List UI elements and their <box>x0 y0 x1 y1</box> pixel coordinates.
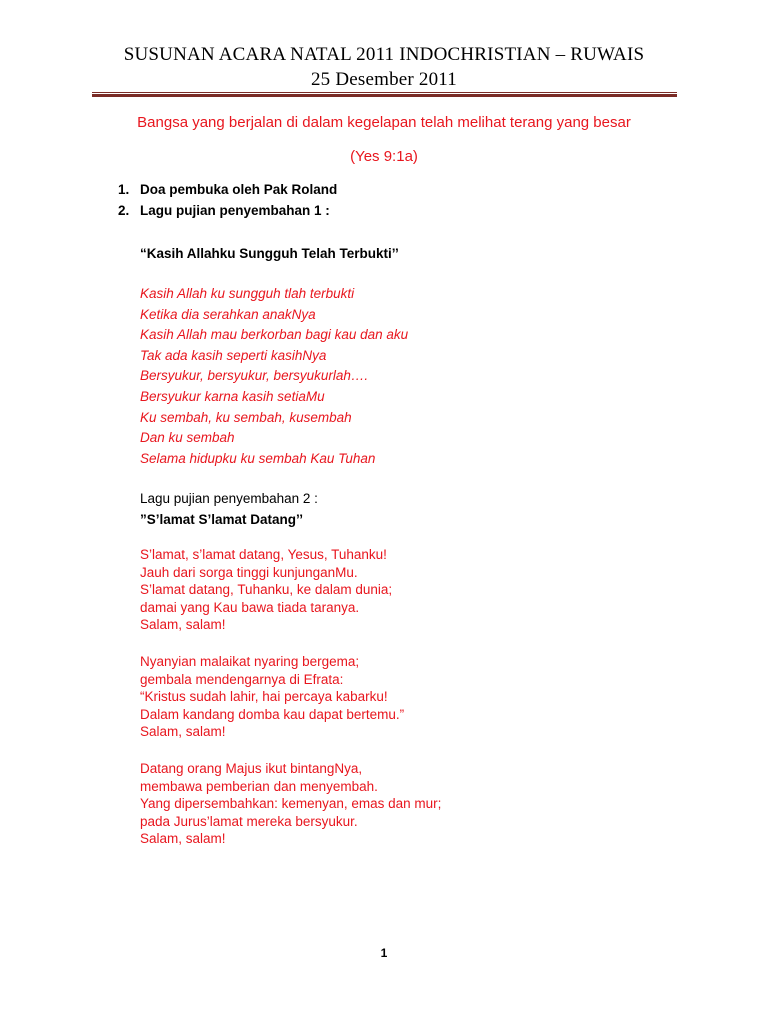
bible-verse: Bangsa yang berjalan di dalam kegelapan telah melihat terang yang besar <box>137 114 631 131</box>
lyric-line: pada Jurus’lamat mereka bersyukur. <box>140 813 358 829</box>
song2-stanza <box>140 653 404 741</box>
lyric-line: Jauh dari sorga tinggi kunjunganMu. <box>140 564 358 580</box>
header-rule-thin <box>92 92 677 93</box>
lyric-line: membawa pemberian dan menyembah. <box>140 778 378 794</box>
lyric-line: Nyanyian malaikat nyaring bergema; <box>140 654 360 669</box>
lyric-line: Bersyukur, bersyukur, bersyukurlah…. <box>140 368 369 384</box>
list-item-number: 1. <box>118 182 130 197</box>
lyric-line: Tak ada kasih seperti kasihNya <box>140 347 327 363</box>
header-date: 25 Desember 2011 <box>310 69 457 90</box>
song2-stanza <box>140 760 441 848</box>
lyric-line: Kasih Allah mau berkorban bagi kau dan aku <box>140 327 409 343</box>
lyric-line: “Kristus sudah lahir, hai percaya kabarku! <box>140 689 388 705</box>
list-item-text: Lagu pujian penyembahan 1 : <box>140 203 330 218</box>
lyric-line: Ketika dia serahkan anakNya <box>140 306 316 322</box>
list-item-text: Doa pembuka oleh Pak Roland <box>140 182 338 197</box>
page-number: 1 <box>380 946 388 960</box>
lyric-line: Dalam kandang domba kau dapat bertemu.” <box>140 706 405 722</box>
lyric-line: Dan ku sembah <box>140 430 235 446</box>
bible-reference: (Yes 9:1a) <box>350 148 418 165</box>
song2-label: Lagu pujian penyembahan 2 : <box>140 491 318 506</box>
lyric-line: Datang orang Majus ikut bintangNya, <box>140 761 363 776</box>
lyric-line: damai yang Kau bawa tiada taranya. <box>140 599 360 615</box>
song1-lyrics <box>140 284 408 469</box>
lyric-line: S’lamat, s’lamat datang, Yesus, Tuhanku! <box>140 547 387 562</box>
lyric-line: Yang dipersembahkan: kemenyan, emas dan mur; <box>140 796 442 812</box>
lyric-line: S’lamat datang, Tuhanku, ke dalam dunia; <box>140 582 393 598</box>
lyric-line: gembala mendengarnya di Efrata: <box>140 671 344 687</box>
lyric-line: Ku sembah, ku sembah, kusembah <box>140 409 352 425</box>
song1-title: “Kasih Allahku Sungguh Telah Terbukti’’ <box>140 246 399 261</box>
lyric-line: Salam, salam! <box>140 724 226 740</box>
lyric-line: Bersyukur karna kasih setiaMu <box>140 388 325 404</box>
lyric-line: Kasih Allah ku sungguh tlah terbukti <box>140 286 355 301</box>
lyric-line: Salam, salam! <box>140 617 226 633</box>
header-rule-thick <box>92 94 677 97</box>
lyric-line: Salam, salam! <box>140 831 226 847</box>
header-title: SUSUNAN ACARA NATAL 2011 INDOCHRISTIAN – RUWAIS <box>123 44 645 65</box>
song2-title: ”S’lamat S’lamat Datang’’ <box>140 512 304 527</box>
song2-stanza <box>140 546 392 634</box>
lyric-line: Selama hidupku ku sembah Kau Tuhan <box>140 450 376 466</box>
list-item-number: 2. <box>118 203 130 218</box>
document-header <box>90 42 678 92</box>
